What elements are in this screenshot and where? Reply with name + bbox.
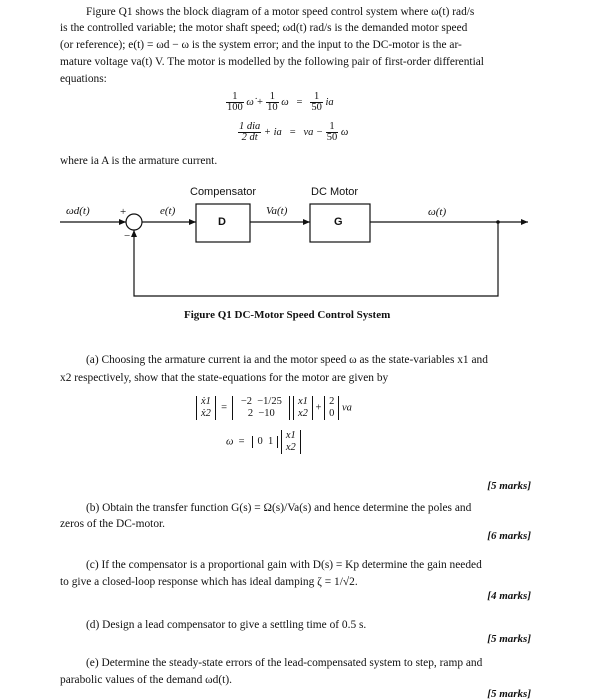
feedback-arrow — [131, 230, 137, 237]
takeoff-point — [496, 220, 500, 224]
input-arrow — [119, 219, 126, 225]
part-e-line-1: (e) Determine the steady-state errors of the lead-compensated system to step, ramp and — [86, 657, 483, 669]
block-g-label: G — [334, 216, 343, 228]
part-b-line-2: zeros of the DC-motor. — [60, 518, 166, 530]
equation-1: $\frac{1}{100}$ ω̇ + $\frac{1}{10}$ ω = $\frac{1}{50}$ ia — [227, 91, 334, 113]
output-label: ω(t) — [428, 206, 447, 218]
state-equation: ẋ1 ẋ2 = −2 −1/25 2 −10 x1 x2 + 2 0 va — [196, 396, 352, 420]
part-e-line-2: parabolic values of the demand ωd(t). — [60, 674, 232, 686]
minus-sign: − — [124, 230, 131, 242]
output-equation: ω = 0 1 x1 x2 — [226, 430, 301, 454]
part-b-marks: [6 marks] — [487, 530, 531, 542]
feedback-path — [134, 222, 498, 296]
part-d-marks: [5 marks] — [487, 633, 531, 645]
part-b-line-1: (b) Obtain the transfer function G(s) = Ω(s)/Va(s) and hence determine the poles and — [86, 502, 472, 514]
plus-sign: + — [120, 206, 127, 218]
block-d-label: D — [218, 216, 226, 228]
intro-line-1: Figure Q1 shows the block diagram of a motor speed control system where ω(t) rad/s — [86, 6, 475, 18]
summing-junction — [126, 214, 142, 230]
error-label: e(t) — [160, 205, 176, 217]
voltage-label: Va(t) — [266, 205, 288, 217]
part-d-line-1: (d) Design a lead compensator to give a settling time of 0.5 s. — [86, 619, 367, 631]
figure-caption: Figure Q1 DC-Motor Speed Control System — [184, 309, 391, 321]
intro-line-5: equations: — [60, 73, 107, 85]
intro-line-2: is the controlled variable; the motor shaft speed; ωd(t) rad/s is the demanded motor speed — [60, 22, 468, 34]
part-a-line-1: (a) Choosing the armature current ia and the motor speed ω as the state-variables x1 and — [86, 354, 488, 366]
part-a-line-2: x2 respectively, show that the state-equations for the motor are given by — [60, 372, 389, 384]
part-a-marks: [5 marks] — [487, 480, 531, 492]
compensator-label: Compensator — [190, 186, 257, 198]
voltage-arrow — [303, 219, 310, 225]
output-arrow — [521, 219, 528, 225]
part-c-line-1: (c) If the compensator is a proportional gain with D(s) = Kp determine the gain needed — [86, 559, 482, 571]
dc-motor-label: DC Motor — [311, 186, 359, 198]
part-c-line-2: to give a closed-loop response which has ideal damping ζ = 1/√2. — [60, 576, 358, 588]
intro-line-3: (or reference); e(t) = ωd − ω is the system error; and the input to the DC-motor is the ar- — [60, 39, 462, 51]
equation-2: $\frac{\text{1 dia}}{2 dt}$ + ia = va − $\frac{1}{50}$ ω — [239, 121, 349, 143]
part-c-marks: [4 marks] — [487, 590, 531, 602]
where-line: where ia A is the armature current. — [60, 155, 218, 167]
part-e-marks: [5 marks] — [487, 688, 531, 700]
input-label: ωd(t) — [66, 205, 90, 217]
error-arrow — [189, 219, 196, 225]
intro-line-4: mature voltage va(t) V. The motor is modelled by the following pair of first-order differential — [60, 56, 484, 68]
